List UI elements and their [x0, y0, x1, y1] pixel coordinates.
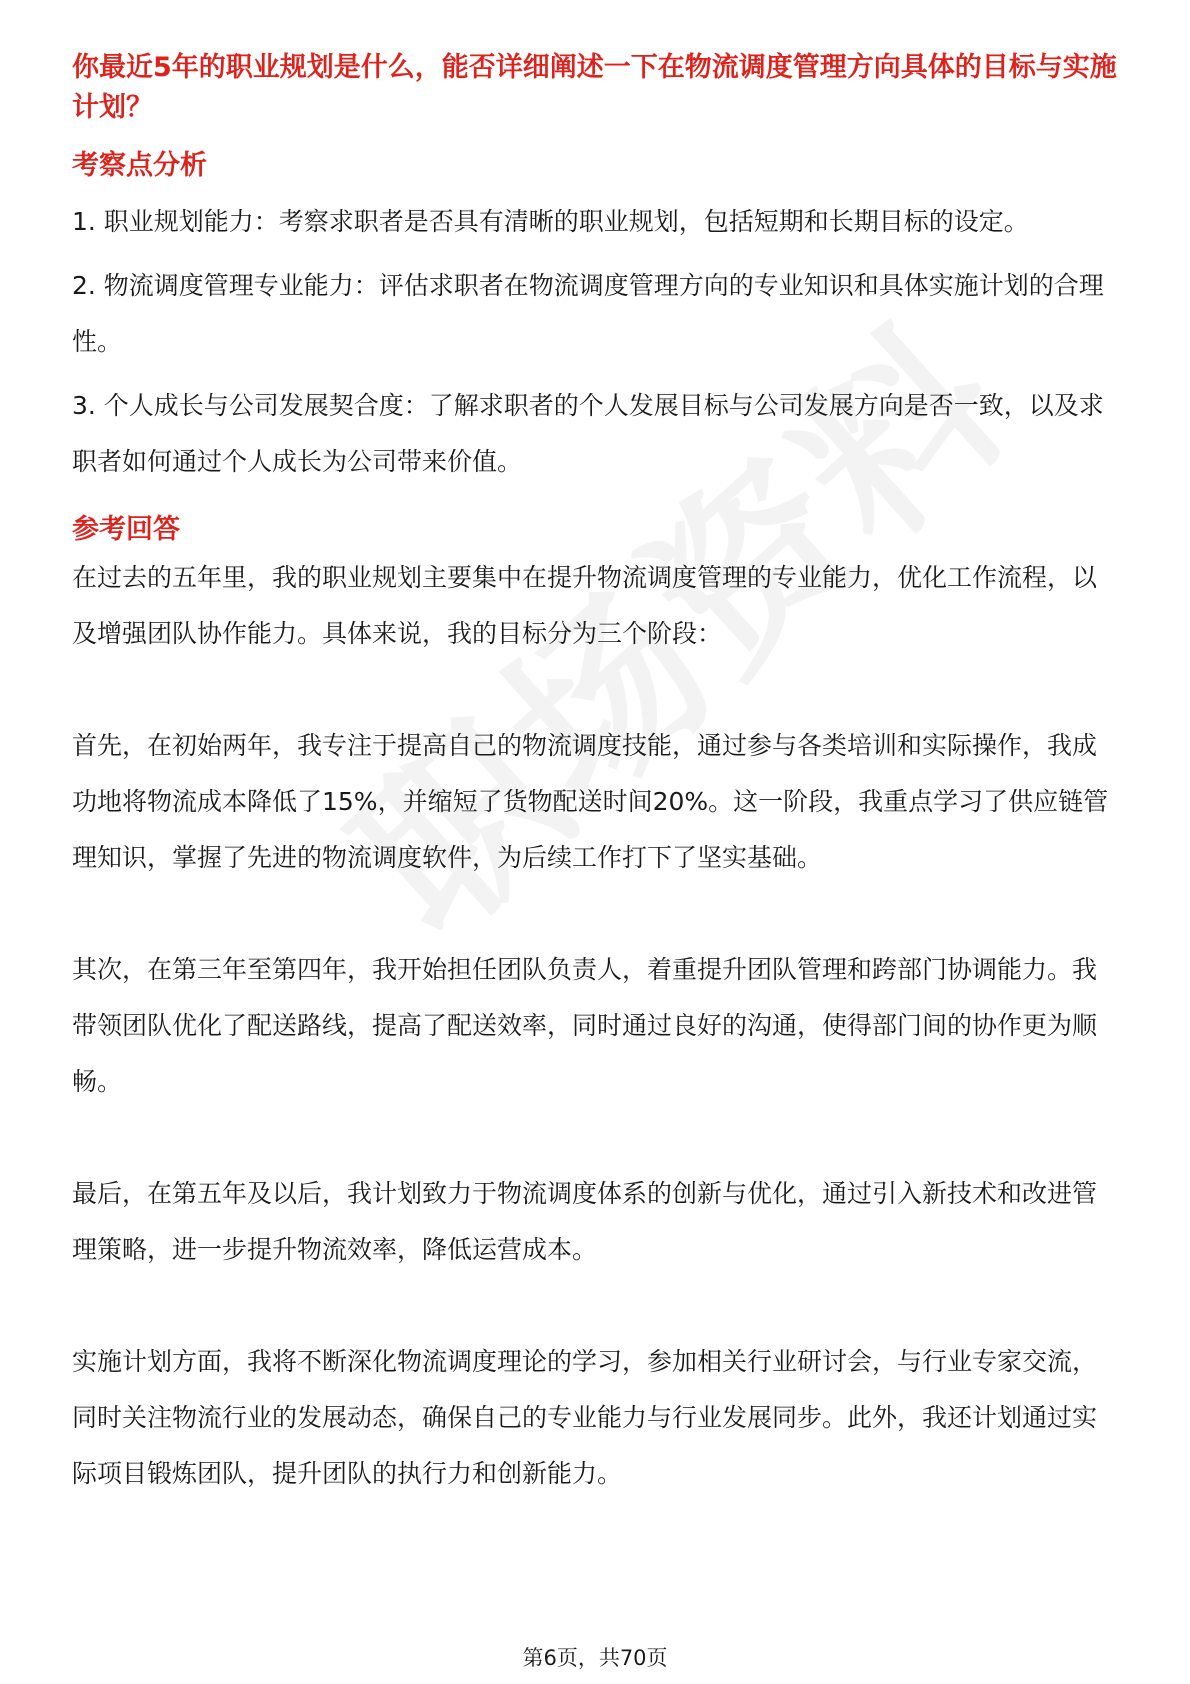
analysis-title: 考察点分析 — [72, 150, 207, 181]
analysis-point: 3. 个人成长与公司发展契合度：了解求职者的个人发展目标与公司发展方向是否一致，以及求职者如何通过个人成长为公司带来价值。 — [72, 391, 1104, 476]
paragraph-gap — [72, 662, 1118, 718]
answer-paragraph: 最后，在第五年及以后，我计划致力于物流调度体系的创新与优化，通过引入新技术和改进管理策略，进一步提升物流效率，降低运营成本。 — [72, 1179, 1098, 1264]
answer-title: 参考回答 — [72, 514, 180, 545]
analysis-point: 2. 物流调度管理专业能力：评估求职者在物流调度管理方向的专业知识和具体实施计划的合理性。 — [72, 271, 1104, 356]
paragraph-gap — [72, 1278, 1118, 1334]
analysis-point: 1. 职业规划能力：考察求职者是否具有清晰的职业规划，包括短期和长期目标的设定。 — [72, 207, 1029, 236]
answer-paragraph: 在过去的五年里，我的职业规划主要集中在提升物流调度管理的专业能力，优化工作流程，以及增强团队协作能力。具体来说，我的目标分为三个阶段： — [72, 563, 1098, 648]
page-number: 第6页，共70页 — [522, 1646, 668, 1670]
paragraph-gap — [72, 1110, 1118, 1166]
answer-paragraph: 其次，在第三年至第四年，我开始担任团队负责人，着重提升团队管理和跨部门协调能力。我带领团队优化了配送路线，提高了配送效率，同时通过良好的沟通，使得部门间的协作更为顺畅。 — [72, 955, 1098, 1096]
question-heading: 你最近5年的职业规划是什么，能否详细阐述一下在物流调度管理方向具体的目标与实施计划？ — [72, 52, 1117, 123]
answer-paragraph: 首先，在初始两年，我专注于提高自己的物流调度技能，通过参与各类培训和实际操作，我成功地将物流成本降低了15%，并缩短了货物配送时间20%。这一阶段，我重点学习了供应链管理知识，掌握了先进的物流调度软件，为后续工作打下了坚实基础。 — [72, 731, 1109, 872]
content — [72, 48, 1118, 1502]
paragraph-gap — [72, 886, 1118, 942]
answer-paragraph: 实施计划方面，我将不断深化物流调度理论的学习，参加相关行业研讨会，与行业专家交流，同时关注物流行业的发展动态，确保自己的专业能力与行业发展同步。此外，我还计划通过实际项目锻炼团队，提升团队的执行力和创新能力。 — [72, 1347, 1098, 1488]
